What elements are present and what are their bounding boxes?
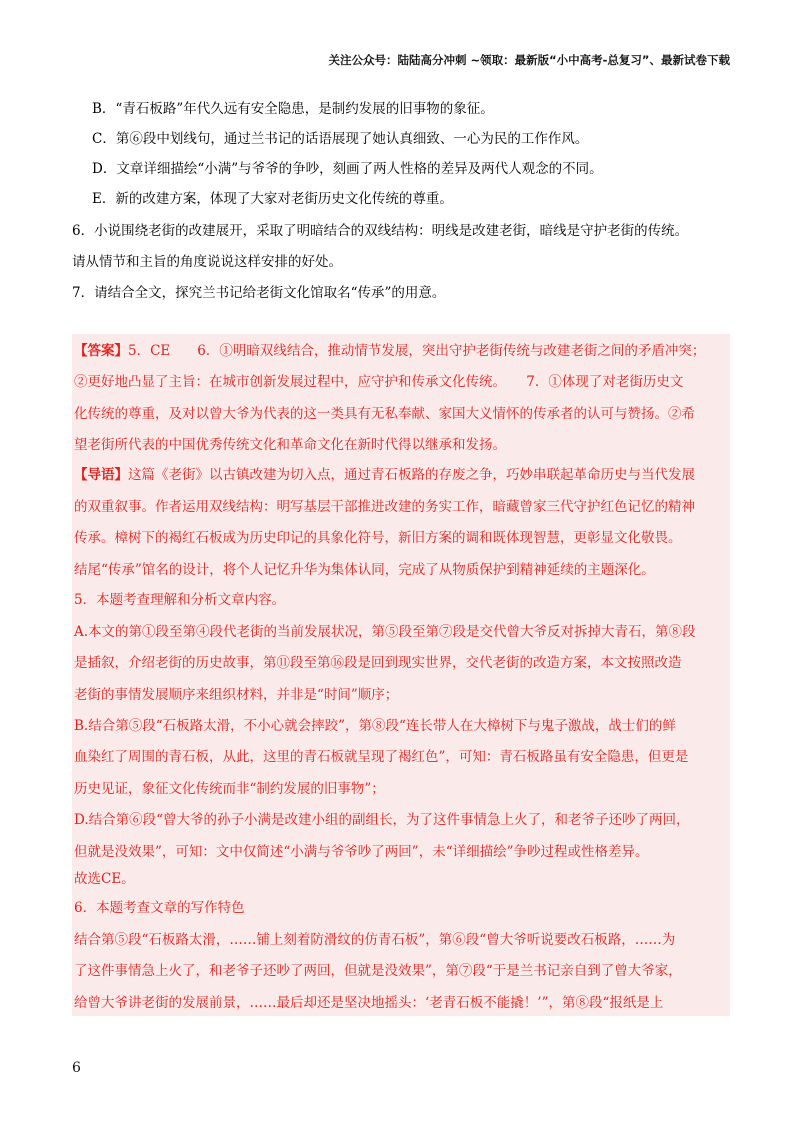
guide-line: 传承。樟树下的褐红石板成为历史印记的具象化符号，新旧方案的调和既体现智慧，更彰显文化敬畏。 — [74, 530, 682, 546]
guide-line: 的双重叙事。作者运用双线结构：明写基层干部推进改建的务实工作，暗藏曾家三代守护红色记忆的精神 — [74, 499, 695, 515]
question-6: 6．小说围绕老街的改建展开，采取了明暗结合的双线结构：明线是改建老街，暗线是守护老街的传统。 — [72, 223, 689, 239]
explanation-line: D.结合第⑥段“曾大爷的孙子小满是改建小组的副组长，为了这件事情急上火了，和老爷子还吵了两回， — [74, 812, 690, 828]
question-7: 7．请结合全文，探究兰书记给老街文化馆取名“传承”的用意。 — [72, 285, 446, 301]
explanation-line: 故选CE。 — [74, 871, 135, 887]
explanation-line: 但就是没效果”，可知：文中仅简述“小满与爷爷吵了两回”，未“详细描绘”争吵过程或性格差异。 — [74, 844, 649, 860]
explanation-line: 给曾大爷讲老街的发展前景，……最后却还是坚决地摇头：‘老青石板不能撬！’”，第⑧段“报纸是上 — [74, 995, 664, 1011]
answer-line: 【答案】5．CE 6．①明暗双线结合，推动情节发展，突出守护老街传统与改建老街之间的矛盾冲突； — [74, 343, 706, 359]
explanation-line: 是插叙，介绍老街的历史故事，第⑪段至第⑯段是回到现实世界，交代老街的改造方案，本文按照改造 — [74, 655, 682, 671]
explanation-heading: 6．本题考查文章的写作特色 — [74, 900, 245, 916]
option-e: E．新的改建方案，体现了大家对老街历史文化传统的尊重。 — [92, 191, 453, 207]
answer-block — [72, 334, 730, 1016]
guide-tag: 【导语】 — [74, 467, 128, 483]
guide-line: 【导语】这篇《老街》以古镇改建为切入点，通过青石板路的存废之争，巧妙串联起革命历史与当代发展 — [74, 467, 695, 483]
option-c: C．第⑥段中划线句，通过兰书记的话语展现了她认真细致、一心为民的工作作风。 — [92, 131, 589, 147]
answer-line: 化传统的尊重，及对以曾大爷为代表的这一类具有无私奉献、家国大义情怀的传承者的认可与赞扬。②希 — [74, 406, 695, 422]
explanation-line: 结合第⑤段“石板路太滑，……铺上刻着防滑纹的仿青石板”，第⑥段“曾大爷听说要改石板路，……为 — [74, 932, 676, 948]
question-6-cont: 请从情节和主旨的角度说说这样安排的好处。 — [72, 254, 342, 270]
explanation-line: B.结合第⑤段“石板路太滑，不小心就会摔跤”，第⑧段“连长带人在大樟树下与鬼子激战，战士们的鲜 — [74, 718, 676, 734]
option-d: D．文章详细描绘“小满”与爷爷的争吵，刻画了两人性格的差异及两代人观念的不同。 — [92, 161, 603, 177]
explanation-heading: 5．本题考查理解和分析文章内容。 — [74, 592, 286, 608]
answer-line: 望老街所代表的中国优秀传统文化和革命文化在新时代得以继承和发扬。 — [74, 437, 506, 453]
explanation-line: 了这件事情急上火了，和老爷子还吵了两回，但就是没效果”，第⑦段“于是兰书记亲自到了曾大爷家， — [74, 963, 682, 979]
option-b: B．“青石板路”年代久远有安全隐患，是制约发展的旧事物的象征。 — [92, 101, 494, 117]
page-header: 关注公众号：陆陆高分冲刺 ~领取：最新版“小中高考-总复习”、最新试卷下载 — [328, 53, 730, 67]
answer-tag: 【答案】 — [74, 343, 128, 359]
page-number: 6 — [72, 1060, 81, 1076]
answer-line: ②更好地凸显了主旨：在城市创新发展过程中，应守护和传承文化传统。 7．①体现了对老街历史文 — [74, 374, 684, 390]
explanation-line: 老街的事情发展顺序来组织材料，并非是“时间”顺序； — [74, 687, 399, 703]
explanation-line: 历史见证，象征文化传统而非“制约发展的旧事物”； — [74, 781, 385, 797]
explanation-line: 血染红了周围的青石板，从此，这里的青石板就呈现了褐红色”，可知：青石板路虽有安全隐患，但更是 — [74, 749, 689, 765]
guide-line: 结尾“传承”馆名的设计，将个人记忆升华为集体认同，完成了从物质保护到精神延续的主题深化。 — [74, 562, 655, 578]
explanation-line: A.本文的第①段至第④段代老街的当前发展状况，第⑤段至第⑦段是交代曾大爷反对拆掉大青石，第⑧段 — [74, 624, 696, 640]
